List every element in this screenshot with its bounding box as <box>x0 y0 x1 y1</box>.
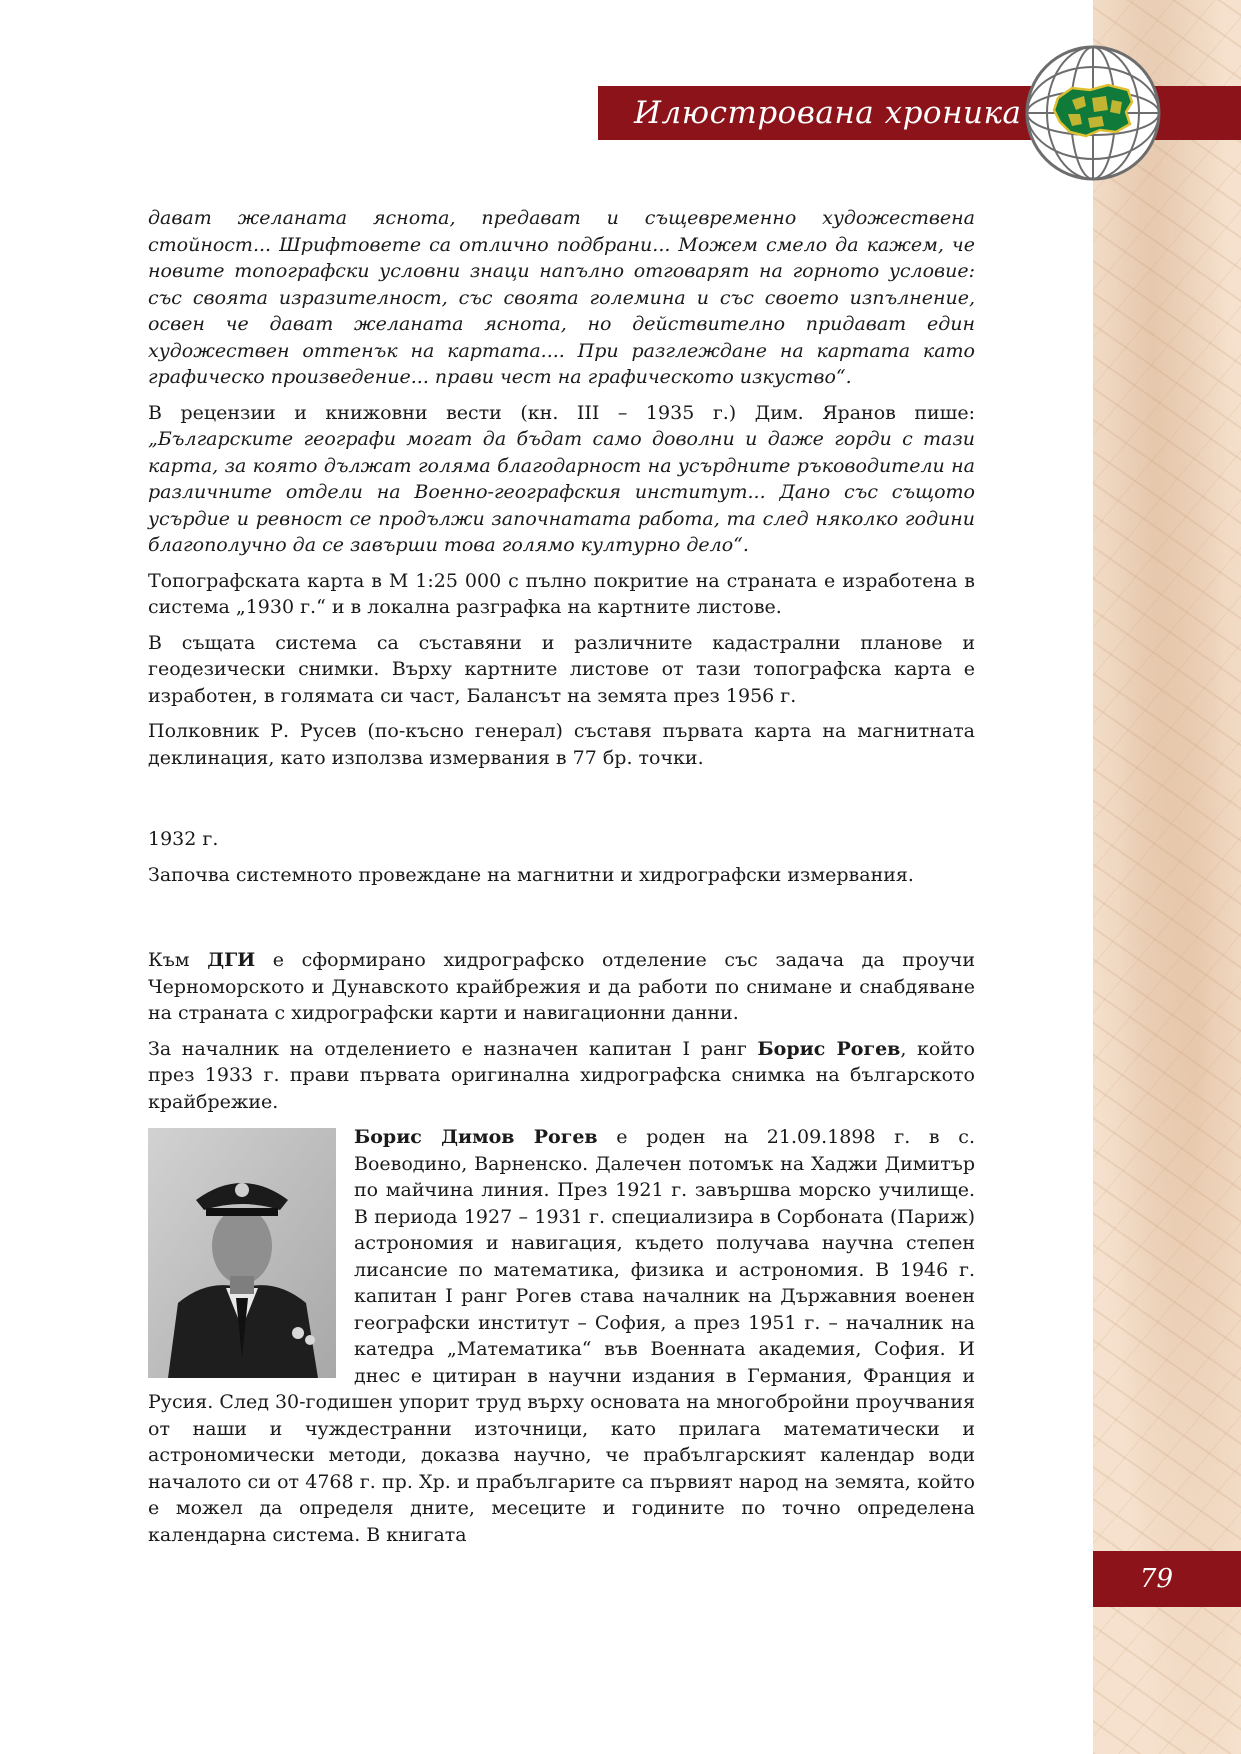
review-paragraph <box>148 400 975 559</box>
dgi-paragraph <box>148 947 975 1027</box>
chronicle-title: Илюстрована хроника <box>634 95 1022 131</box>
appointed-text: , който през 1933 г. прави първата оригинална хидрографска снимка на българското крайбрежие. <box>148 1037 975 1113</box>
main-content <box>148 205 975 1557</box>
magnetic-map-paragraph: Полковник Р. Русев (по-късно генерал) съставя първата карта на магнитната деклинация, като използва измервания в 77 бр. точки. <box>148 720 975 769</box>
year-heading: 1932 г. <box>148 828 219 850</box>
quote-continuation: дават желаната яснота, предават и същевременно художествена стойност... Шрифтовете са отлично подбрани... Можем смело да кажем, че новите топографски условни знаци напълно отговарят на горното условие: със своята изразителност, със своята големина и със своето изпълнение, освен че дават желаната яснота, но действително придават един художествен оттенък на картата.... При разглеждане на картата като графическо произведение... прави чест на графическото изкуство“. <box>148 207 975 388</box>
dgi-prefix: Към <box>148 949 208 971</box>
globe-logo-icon <box>1020 40 1166 186</box>
biography-section <box>148 1124 975 1557</box>
review-quote: „Българските географи могат да бъдат само доволни и даже горди с тази карта, за която дължат голяма благодарност на усърдните ръководители на различните отдели на Военно-географския институт... Дано със същото усърдие и ревност се продължи започнатата работа, та след няколко години благополучно да се завърши това голямо културно дело“. <box>148 428 975 556</box>
topographic-map-paragraph: Топографската карта в М 1:25 000 с пълно покритие на страната е изработена в система „1930 г.“ и в локална разграфка на картните листове. <box>148 569 975 618</box>
decorative-side-strip <box>1093 0 1241 1754</box>
biography-text: е роден на 21.09.1898 г. в с. Воеводино, Варненско. Далечен потомък на Хаджи Димитър по майчина линия. През 1921 г. завършва морско училище. В периода 1927 – 1931 г. специализира в Сорбоната (Париж) астрономия и навигация, където получава научна степен лисансие по математика, физика и астрономия. В 1946 г. капитан I ранг Рогев става началник на Държавния военен географски институт – София, а през 1951 г. – началник на катедра „Математика“ във Военната академия, София. И днес е цитиран в научни издания в Германия, Франция и Русия. След 30-годишен упорит труд върху основата на многобройни проучвания от наши и чуждестранни източници, като прилага математически и астрономически методи, доказва научно, че прабългарският календар води началото си от 4768 г. пр. Хр. и прабългарите са първият народ на земята, който е можел да определя дните, месеците и годините по точно определена календарна система. В книгата <box>148 1126 975 1546</box>
appointed-prefix: За началник на отделението е назначен капитан I ранг <box>148 1037 758 1060</box>
biography-name: Борис Димов Рогев <box>354 1126 598 1148</box>
cadastral-paragraph: В същата система са съставяни и различните кадастрални планове и геодезически снимки. Върху картните листове от тази топографска карта е изработен, в голямата си част, Балансът на земята през 1956 г. <box>148 631 975 707</box>
dgi-abbreviation: ДГИ <box>207 949 256 971</box>
appointed-name: Борис Рогев <box>757 1037 901 1060</box>
head-appointed-paragraph <box>148 1036 975 1116</box>
review-intro: В рецензии и книжовни вести (кн. III – 1935 г.) Дим. Яранов пише: <box>148 401 975 424</box>
page-number: 79 <box>1139 1564 1173 1594</box>
year-1932-paragraph: Започва системното провеждане на магнитни и хидрографски измервания. <box>148 863 914 886</box>
officer-portrait-image <box>148 1128 336 1378</box>
portrait-photo <box>148 1128 336 1378</box>
dgi-text: е сформирано хидрографско отделение със задача да проучи Черноморското и Дунавското крайбрежия и да работи по снимане и снабдяване на страната с хидрографски карти и навигационни данни. <box>148 949 975 1024</box>
